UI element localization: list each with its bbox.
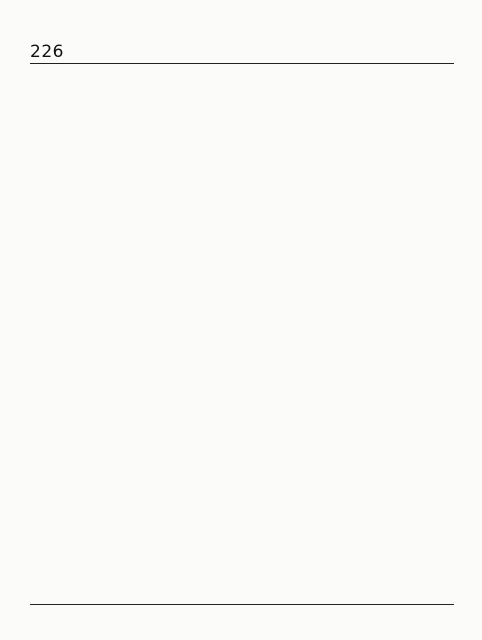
header-rule xyxy=(30,63,454,64)
body-text xyxy=(30,70,454,598)
page-number: 226 xyxy=(30,42,64,62)
footer-rule xyxy=(30,604,454,605)
